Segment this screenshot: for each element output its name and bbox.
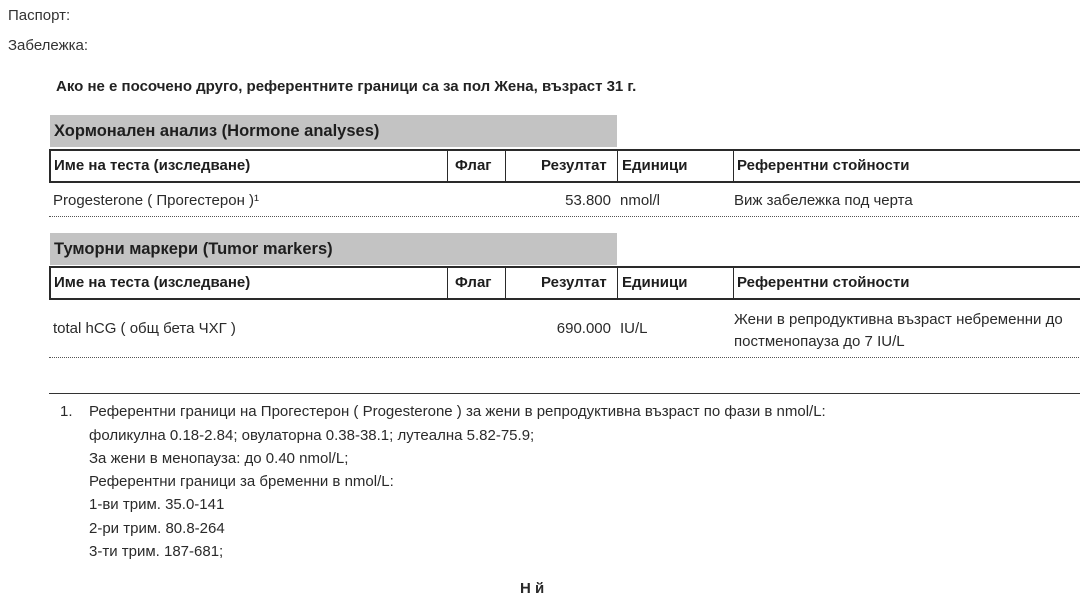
test-name: total hCG ( общ бета ЧХГ ) (53, 320, 236, 337)
footnote-line: 3-ти трим. 187-681; (89, 543, 224, 560)
column-header-row (49, 266, 1080, 300)
col-divider (617, 268, 618, 298)
units-value: nmol/l (620, 192, 661, 209)
footnote-line: Референтни граници за бременни в nmol/L: (89, 473, 394, 490)
table-row (49, 183, 1080, 217)
col-divider (505, 151, 506, 181)
units-value: IU/L (620, 320, 648, 337)
col-units: Единици (622, 157, 688, 174)
passport-label: Паспорт: (8, 7, 71, 24)
reference-value: Жени в репродуктивна възраст небременни до (734, 311, 1063, 328)
column-header-row (49, 149, 1080, 183)
col-result: Резултат (541, 157, 607, 174)
reference-value: Виж забележка под черта (734, 192, 913, 209)
col-result: Резултат (541, 274, 607, 291)
section-header-tumor: Туморни маркери (Tumor markers) (50, 233, 617, 265)
col-flag: Флаг (455, 274, 492, 291)
footnote-line: фоликулна 0.18-2.84; овулаторна 0.38-38.1; лутеална 5.82-75.9; (89, 427, 535, 444)
footnote-line: 1-ви трим. 35.0-141 (89, 496, 225, 513)
footnote-number: 1. (60, 403, 73, 420)
col-divider (447, 268, 448, 298)
footnote-line: 2-ри трим. 80.8-264 (89, 520, 225, 537)
col-test-name: Име на теста (изследване) (54, 157, 251, 174)
footnote-line: За жени в менопауза: до 0.40 nmol/L; (89, 450, 349, 467)
footnote-line: Референтни граници на Прогестерон ( Progesterone ) за жени в репродуктивна възраст по фази в nmol/L: (89, 403, 826, 420)
cut-off-text: Н й (520, 580, 545, 597)
col-divider (505, 268, 506, 298)
col-reference: Референтни стойности (737, 274, 910, 291)
col-test-name: Име на теста (изследване) (54, 274, 251, 291)
footnote-divider (49, 393, 1080, 394)
remark-label: Забележка: (8, 37, 89, 54)
test-name: Progesterone ( Прогестерон )¹ (53, 192, 260, 209)
col-divider (733, 268, 734, 298)
col-divider (447, 151, 448, 181)
result-value: 690.000 (556, 320, 611, 337)
result-value: 53.800 (565, 192, 611, 209)
col-units: Единици (622, 274, 688, 291)
col-divider (733, 151, 734, 181)
reference-note: Ако не е посочено друго, референтните граници са за пол Жена, възраст 31 г. (56, 78, 637, 95)
col-divider (617, 151, 618, 181)
col-flag: Флаг (455, 157, 492, 174)
col-reference: Референтни стойности (737, 157, 910, 174)
section-header-hormone: Хормонален анализ (Hormone analyses) (50, 115, 617, 147)
reference-value-line2: постменопауза до 7 IU/L (734, 333, 905, 350)
table-row (49, 300, 1080, 358)
